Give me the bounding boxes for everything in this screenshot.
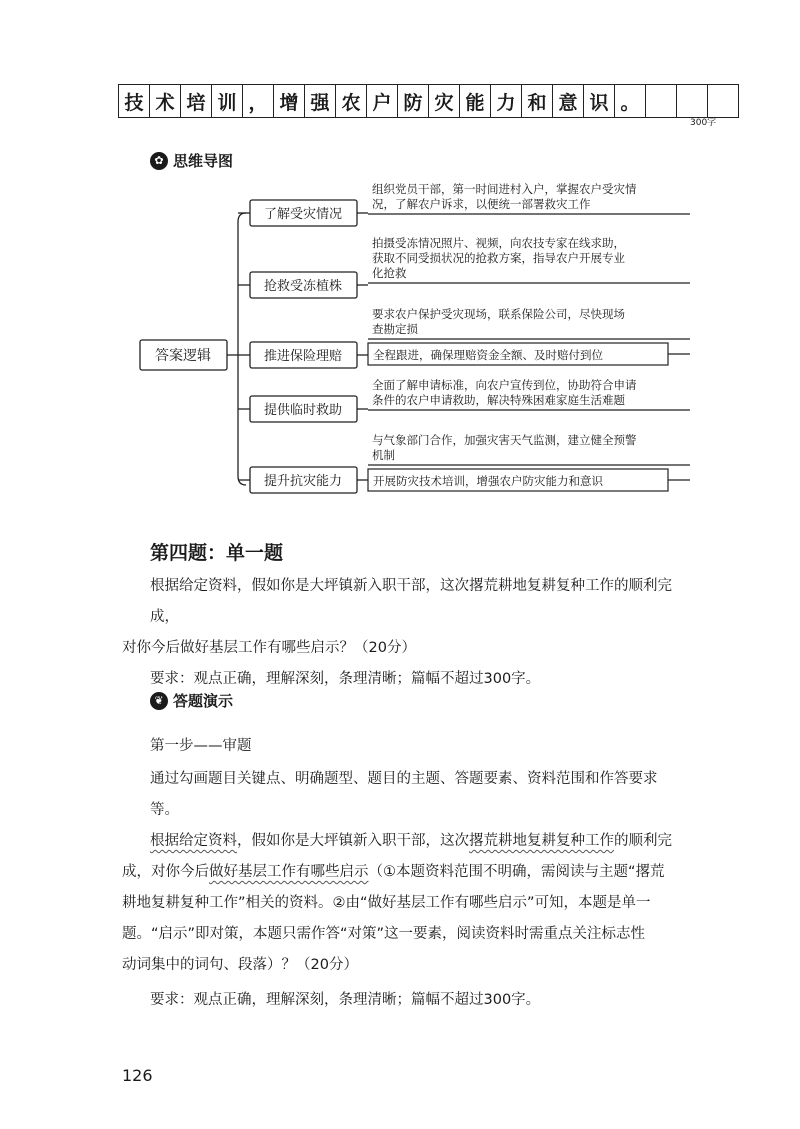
mindmap-detail-line: 况，了解农户诉求，以便统一部署救灾工作 [372,197,591,211]
mindmap-detail-line: 查勘定损 [372,322,418,336]
grid-cell: 强 [305,85,336,117]
mindmap-brace [238,213,246,485]
mindmap-detail-line: 全面了解申请标准，向农户宣传到位，协助符合申请 [372,378,637,392]
mindmap-detail-line: 拍摄受冻情况照片、视频，向农技专家在线求助， [372,236,625,250]
mindmap [0,0,800,520]
grid-cell: 术 [150,85,181,117]
step1-line [122,857,682,888]
step1-line: 动词集中的词句、段落）？（20分） [122,957,358,973]
mindmap-branch-label: 提升抗灾能力 [263,474,343,489]
step1-title: 第一步——审题 [150,738,252,754]
mindmap-detail-boxed: 开展防灾技术培训，增强农户防灾能力和意识 [373,474,603,488]
highlight-phrase: 根据给定资料 [150,833,237,849]
step1-text: ，假如你是大坪镇新入职干部，这次 [237,833,469,849]
question-body-line: 对你今后做好基层工作有哪些启示？（20分） [122,640,416,656]
flower-badge-icon: ✿ [150,152,168,170]
grid-cell: 训 [212,85,243,117]
leaf-badge-icon: ❦ [150,692,168,710]
grid-cell: 增 [274,85,305,117]
demo-section-heading [150,690,233,711]
mindmap-branch-label: 了解受灾情况 [263,207,343,222]
grid-cell: ， [243,85,274,117]
step1-text: 的顺利完 [614,833,672,849]
mindmap-section-title: 思维导图 [173,152,234,170]
grid-cell: 意 [553,85,584,117]
grid-cell: 力 [491,85,522,117]
question-body [122,571,682,695]
question-body-line: 根据给定资料，假如你是大坪镇新入职干部，这次撂荒耕地复耕复种工作的顺利完成， [150,578,672,625]
question-requirement: 要求：观点正确，理解深刻，条理清晰；篇幅不超过300字。 [150,671,541,687]
word-count: 300字 [690,118,717,128]
grid-cell: 识 [584,85,615,117]
mindmap-branch-label: 抢救受冻植株 [263,279,343,294]
grid-cell: 。 [615,85,646,117]
mindmap-detail-line: 要求农户保护受灾现场，联系保险公司，尽快现场 [372,307,625,321]
step1-line: 题。“启示”即对策，本题只需作答“对策”这一要素，阅读资料时需重点关注标志性 [122,926,646,942]
step1-body [122,764,682,1016]
grid-cell: 农 [336,85,367,117]
mindmap-detail-line: 与气象部门合作，加强灾害天气监测，建立健全预警 [372,433,637,447]
step1-line [122,826,682,857]
grid-cell: 户 [367,85,398,117]
highlight-phrase: 撂荒耕地复耕复种工作 [469,833,614,849]
step1-intro: 通过勾画题目关键点、明确题型、题目的主题、答题要素、资料范围和作答要求等。 [150,771,658,818]
question-title: 第四题：单一题 [150,542,284,564]
mindmap-branch-label: 推进保险理赔 [263,349,343,364]
step1-line: 耕地复耕复种工作”相关的资料。②由“做好基层工作有哪些启示”可知，本题是单一 [122,895,651,911]
demo-section-title: 答题演示 [173,692,234,710]
step1-text: 成，对你今后 [122,864,209,880]
grid-cell: 技 [119,85,150,117]
mindmap-detail-line: 组织党员干部，第一时间进村入户，掌握农户受灾情 [372,182,637,196]
mindmap-branch-label: 提供临时救助 [263,403,343,418]
highlight-phrase: 做好基层工作有哪些启示 [209,864,369,880]
grid-cell: 灾 [429,85,460,117]
grid-cell: 和 [522,85,553,117]
mindmap-detail-line: 获取不同受损状况的抢救方案，指导农户开展专业 [372,251,625,265]
mindmap-root: 答案逻辑 [155,348,211,364]
mindmap-detail-line: 条件的农户申请救助，解决特殊困难家庭生活难题 [372,393,625,407]
page-number: 126 [122,1066,153,1085]
grid-cell: 培 [181,85,212,117]
step1-text: （①本题资料范围不明确，需阅读与主题“撂荒 [368,864,665,880]
mindmap-detail-boxed: 全程跟进，确保理赔资金全额、及时赔付到位 [373,348,603,362]
grid-cell: 能 [460,85,491,117]
mindmap-detail-line: 机制 [372,448,395,462]
grid-cell: 防 [398,85,429,117]
mindmap-detail-line: 化抢救 [372,266,407,280]
step1-requirement: 要求：观点正确，理解深刻，条理清晰；篇幅不超过300字。 [150,992,541,1008]
